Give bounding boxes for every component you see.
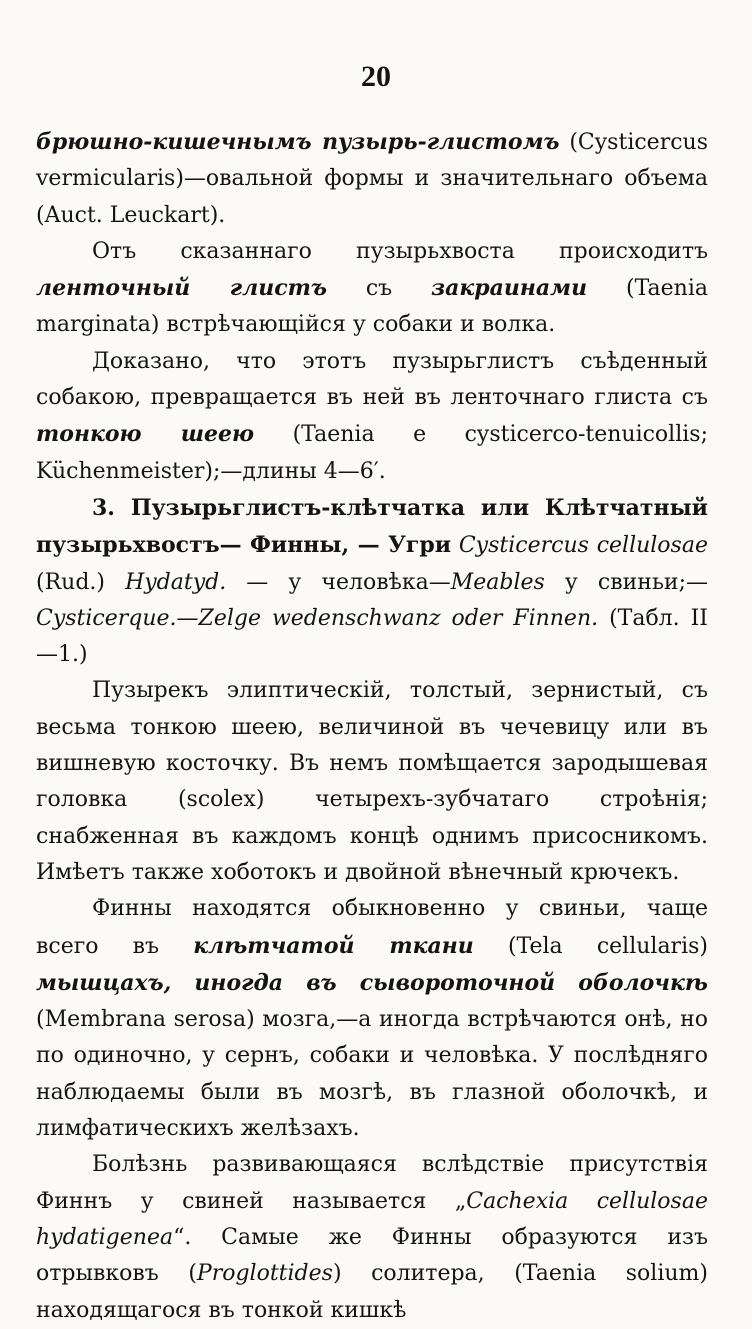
emphasis-text: Hydatyd. [125, 569, 227, 595]
text-run: (Taenia marginata) встрѣчающійся у собаки и волка. [36, 276, 708, 338]
paragraph [36, 891, 708, 1147]
text-run: ) солитера, (Taenia solium) находящагося въ тонкой кишкѣ [36, 1261, 708, 1323]
section-heading-paragraph [36, 490, 708, 673]
text-run: Пузырекъ элиптическій, толстый, зернистый, съ весьма тонкою шеею, величиной въ чечевицу или въ вишневую косточку. Въ немъ помѣщается зародышевая головка (scolex) четырехъ-зубчатаго строѣнія; снабженная въ каждомъ концѣ однимъ присосникомъ. Имѣетъ также хоботокъ и двойной вѣнечный крючекъ. [36, 678, 708, 885]
text-run: (Cysticercus vermicularis)—овальной формы и значительнаго объема (Auct. Leuckart). [36, 130, 708, 228]
text-run: (Tela cellularis) [473, 933, 708, 959]
emphasis-text: тонкою шеею [36, 421, 255, 448]
emphasis-text: Cysticercus cellulosae [458, 533, 708, 559]
text-run: (Rud.) [36, 569, 126, 595]
emphasis-text: брюшно-кишечнымъ пузырь-глистомъ [36, 129, 560, 155]
emphasis-text: закраинами [431, 275, 588, 302]
paragraph [36, 673, 708, 891]
emphasis-text: Cysticerque.—Zelge wedenschwanz oder Finnen. [36, 605, 599, 631]
body-text [36, 124, 708, 1329]
paragraph [36, 234, 708, 344]
emphasis-text: ленточный глистъ [36, 275, 327, 302]
page-number: 20 [361, 60, 391, 93]
emphasis-text: Meables [450, 569, 545, 595]
text-run: Отъ сказаннаго пузырьхвоста происходитъ [92, 238, 708, 264]
text-run: (Taenia e cysticerco-tenuicollis; Küchenmeister);—длины 4—6′. [36, 422, 708, 484]
emphasis-text: Cachexia cellulosae hydatigenea [36, 1188, 708, 1250]
emphasis-text: мышцахъ, иногда въ сывороточной оболочкѣ [36, 969, 708, 996]
paragraph [36, 124, 708, 234]
emphasis-text: Proglottides [196, 1261, 333, 1287]
heading-text: 3. Пузырьглистъ-клѣтчатка или Клѣтчатный пузырьхвостъ— Финны, — Угри [36, 494, 708, 559]
paragraph [36, 1147, 708, 1328]
text-run: (Membrana serosa) мозга,—а иногда встрѣчаются онѣ, но по одиночно, у сернъ, собаки и человѣка. У послѣдняго наблюдаемы были въ мозгѣ, въ глазной оболочкѣ, и лимфатическихъ желѣзахъ. [36, 1007, 708, 1142]
text-run: съ [326, 276, 432, 302]
text-run: у свиньи;— [544, 569, 708, 595]
text-run: Финны находятся обыкновенно у свиньи, чаще всего въ [36, 896, 708, 959]
text-run: (Табл. II—1.) [36, 605, 708, 668]
text-run [451, 533, 459, 558]
text-run: — у человѣка— [226, 569, 451, 595]
paragraph [36, 344, 708, 490]
text-run: Болѣзнь развивающаяся вслѣдствіе присутствія Финнъ у свиней называется „ [36, 1152, 708, 1214]
text-run: Доказано, что этотъ пузырьглистъ съѣденный собакою, превращается въ ней въ ленточнаго глиста съ [36, 348, 708, 411]
emphasis-text: клѣтчатой ткани [193, 932, 474, 959]
text-run: “. Самые же Финны образуются изъ отрывковъ ( [36, 1224, 708, 1287]
